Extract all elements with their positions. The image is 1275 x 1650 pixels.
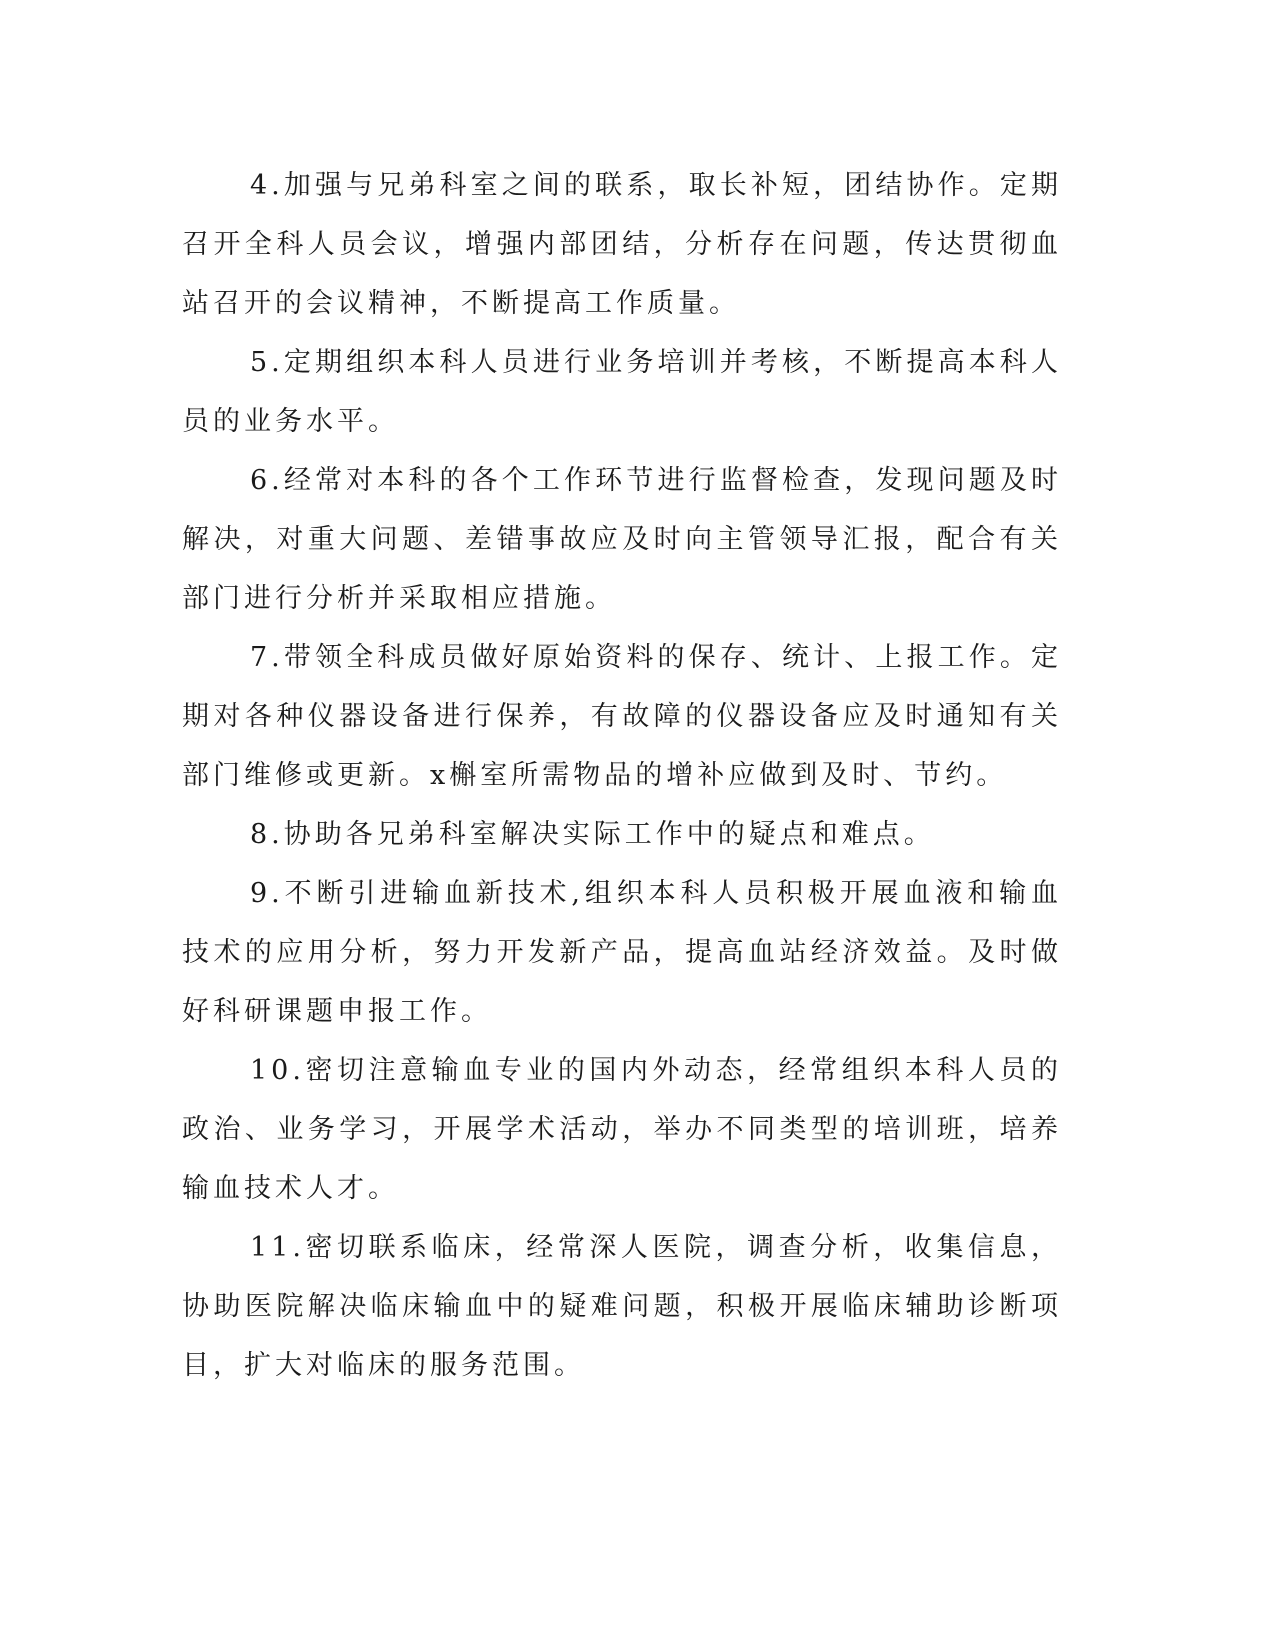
document-body xyxy=(182,156,1062,1395)
paragraph-item-6: 6.经常对本科的各个工作环节进行监督检查，发现问题及时解决，对重大问题、差错事故应及时向主管领导汇报，配合有关部门进行分析并采取相应措施。 xyxy=(182,465,1062,614)
paragraph-item-10: 10.密切注意输血专业的国内外动态，经常组织本科人员的政治、业务学习，开展学术活动，举办不同类型的培训班，培养输血技术人才。 xyxy=(182,1055,1062,1204)
paragraph-item-7: 7.带领全科成员做好原始资料的保存、统计、上报工作。定期对各种仪器设备进行保养，有故障的仪器设备应及时通知有关部门维修或更新。x槲室所需物品的增补应做到及时、节约。 xyxy=(182,642,1062,791)
paragraph-item-5: 5.定期组织本科人员进行业务培训并考核，不断提高本科人员的业务水平。 xyxy=(182,347,1062,437)
paragraph-item-9: 9.不断引进输血新技术,组织本科人员积极开展血液和输血技术的应用分析，努力开发新产品，提高血站经济效益。及时做好科研课题申报工作。 xyxy=(182,878,1062,1027)
paragraph-item-4: 4.加强与兄弟科室之间的联系，取长补短，团结协作。定期召开全科人员会议，增强内部团结，分析存在问题，传达贯彻血站召开的会议精神，不断提高工作质量。 xyxy=(182,170,1062,319)
paragraph-item-8: 8.协助各兄弟科室解决实际工作中的疑点和难点。 xyxy=(250,819,935,850)
paragraph-item-11: 11.密切联系临床，经常深人医院，调查分析，收集信息，协助医院解决临床输血中的疑难问题，积极开展临床辅助诊断项目，扩大对临床的服务范围。 xyxy=(182,1232,1062,1381)
